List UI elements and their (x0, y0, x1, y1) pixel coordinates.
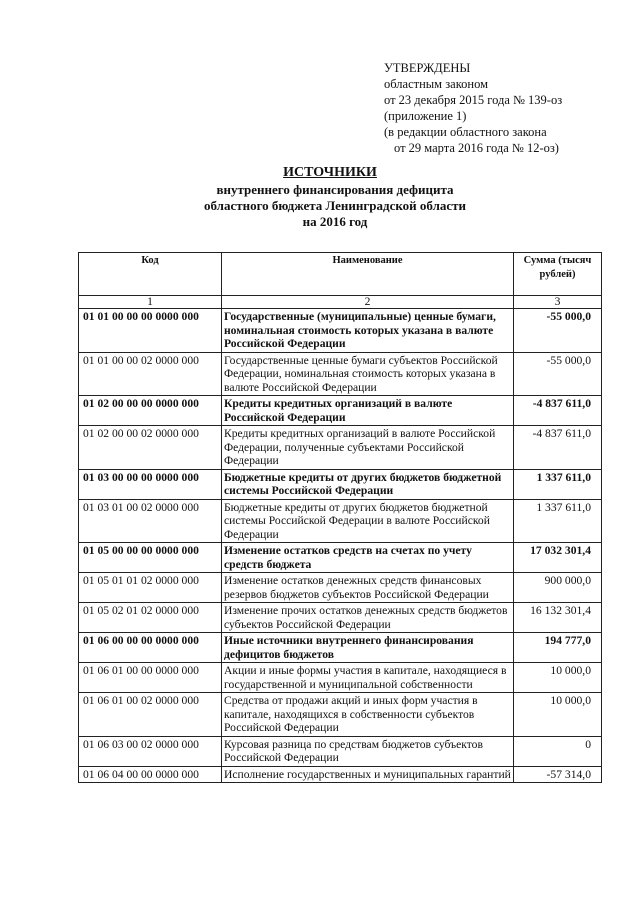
table-header-row (79, 253, 602, 296)
row-name: Изменение остатков средств на счетах по учету средств бюджета (222, 543, 514, 573)
table-row (79, 573, 602, 603)
row-name: Государственные ценные бумаги субъектов Российской Федерации, номинальная стоимость которых указана в валюте Российской Федерации (222, 352, 514, 396)
document-title (0, 164, 640, 230)
approval-line: УТВЕРЖДЕНЫ (384, 61, 471, 75)
row-name: Средства от продажи акций и иных форм участия в капитале, находящихся в собственности субъектов Российской Федерации (222, 693, 514, 737)
row-sum: -4 837 611,0 (514, 426, 602, 470)
row-sum: 10 000,0 (514, 663, 602, 693)
row-code: 01 02 00 00 00 0000 000 (79, 396, 222, 426)
row-sum: -55 000,0 (514, 352, 602, 396)
row-name: Акции и иные формы участия в капитале, находящиеся в государственной и муниципальной собственности (222, 663, 514, 693)
column-number: 3 (514, 296, 602, 309)
row-name: Бюджетные кредиты от других бюджетов бюджетной системы Российской Федерации в валюте Российской Федерации (222, 499, 514, 543)
approval-line: (приложение 1) (384, 109, 467, 123)
row-name: Бюджетные кредиты от других бюджетов бюджетной системы Российской Федерации (222, 469, 514, 499)
row-name: Кредиты кредитных организаций в валюте Российской Федерации, полученные субъектами Российской Федерации (222, 426, 514, 470)
row-sum: 1 337 611,0 (514, 469, 602, 499)
table-row (79, 469, 602, 499)
row-code: 01 05 01 01 02 0000 000 (79, 573, 222, 603)
row-code: 01 06 01 00 00 0000 000 (79, 663, 222, 693)
table-row (79, 633, 602, 663)
table-row (79, 309, 602, 353)
table-row (79, 766, 602, 783)
header-name: Наименование (222, 253, 514, 296)
row-sum: -55 000,0 (514, 309, 602, 353)
row-code: 01 05 00 00 00 0000 000 (79, 543, 222, 573)
table-row (79, 426, 602, 470)
table-row (79, 543, 602, 573)
row-code: 01 03 01 00 02 0000 000 (79, 499, 222, 543)
row-name: Исполнение государственных и муниципальных гарантий (222, 766, 514, 783)
title-main: ИСТОЧНИКИ (283, 165, 377, 180)
sources-table (78, 252, 602, 783)
title-sub: областного бюджета Ленинградской области (203, 198, 467, 213)
title-sub: на 2016 год (302, 214, 368, 229)
row-code: 01 02 00 00 02 0000 000 (79, 426, 222, 470)
row-sum: 16 132 301,4 (514, 603, 602, 633)
row-code: 01 06 03 00 02 0000 000 (79, 736, 222, 766)
column-number-row (79, 296, 602, 309)
row-code: 01 06 01 00 02 0000 000 (79, 693, 222, 737)
row-code: 01 01 00 00 02 0000 000 (79, 352, 222, 396)
row-name: Изменение остатков денежных средств финансовых резервов бюджетов субъектов Российской Федерации (222, 573, 514, 603)
row-sum: 10 000,0 (514, 693, 602, 737)
row-name: Иные источники внутреннего финансирования дефицитов бюджетов (222, 633, 514, 663)
column-number: 2 (222, 296, 514, 309)
row-sum: 900 000,0 (514, 573, 602, 603)
row-name: Изменение прочих остатков денежных средств бюджетов субъектов Российской Федерации (222, 603, 514, 633)
row-sum: 17 032 301,4 (514, 543, 602, 573)
table-row (79, 603, 602, 633)
approval-line: областным законом (384, 77, 489, 91)
title-sub: внутреннего финансирования дефицита (216, 182, 454, 197)
row-sum: -4 837 611,0 (514, 396, 602, 426)
table-row (79, 663, 602, 693)
approval-block (384, 60, 562, 156)
header-sum: Сумма (тысяч рублей) (514, 253, 602, 296)
table-row (79, 396, 602, 426)
row-code: 01 05 02 01 02 0000 000 (79, 603, 222, 633)
table-row (79, 693, 602, 737)
row-code: 01 01 00 00 00 0000 000 (79, 309, 222, 353)
row-code: 01 03 00 00 00 0000 000 (79, 469, 222, 499)
approval-line: от 23 декабря 2015 года № 139-оз (384, 93, 563, 107)
column-number: 1 (79, 296, 222, 309)
approval-line: (в редакции областного закона (384, 125, 547, 139)
approval-line: от 29 марта 2016 года № 12-оз) (394, 141, 559, 155)
table-row (79, 499, 602, 543)
row-name: Кредиты кредитных организаций в валюте Российской Федерации (222, 396, 514, 426)
row-name: Государственные (муниципальные) ценные бумаги, номинальная стоимость которых указана в валюте Российской Федерации (222, 309, 514, 353)
row-sum: 0 (514, 736, 602, 766)
row-sum: 194 777,0 (514, 633, 602, 663)
row-sum: -57 314,0 (514, 766, 602, 783)
row-code: 01 06 04 00 00 0000 000 (79, 766, 222, 783)
table-row (79, 736, 602, 766)
row-code: 01 06 00 00 00 0000 000 (79, 633, 222, 663)
header-code: Код (79, 253, 222, 296)
row-sum: 1 337 611,0 (514, 499, 602, 543)
table-row (79, 352, 602, 396)
row-name: Курсовая разница по средствам бюджетов субъектов Российской Федерации (222, 736, 514, 766)
